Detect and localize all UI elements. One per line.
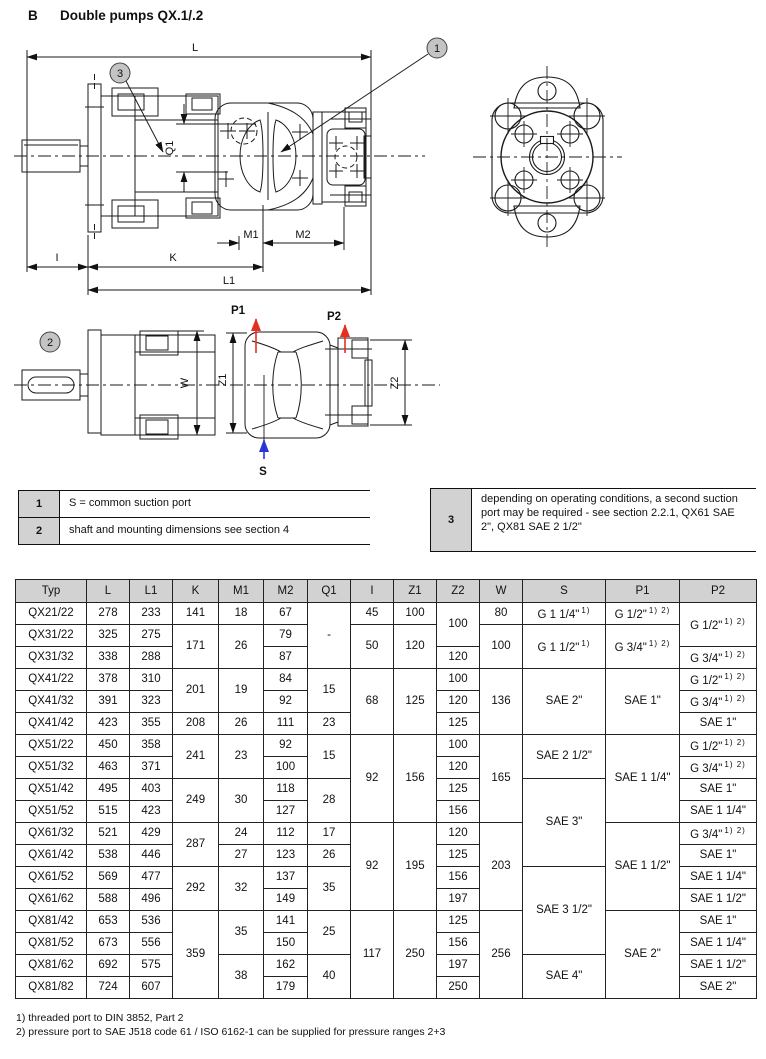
dimension-cell: 197 (437, 889, 480, 911)
dimension-cell: 250 (394, 911, 437, 999)
dimension-cell: 355 (130, 713, 173, 735)
dimension-cell: 15 (308, 735, 351, 779)
mounting-flange (88, 84, 101, 232)
callout-1-number: 1 (433, 43, 441, 55)
dimension-table (15, 579, 757, 999)
dimension-cell: 288 (130, 647, 173, 669)
dimension-cell: 112 (264, 823, 308, 845)
legend-text: shaft and mounting dimensions see section 4 (69, 524, 290, 537)
dim-label-m2: M2 (295, 229, 311, 241)
pump-type-cell: QX61/42 (16, 845, 87, 867)
column-header-m1: M1 (219, 580, 264, 603)
dimension-cell: 100 (437, 603, 480, 647)
flange-body (492, 103, 603, 213)
dimension-cell: 100 (480, 625, 523, 669)
dimension-cell: 179 (264, 977, 308, 999)
pump-type-cell: QX81/82 (16, 977, 87, 999)
dimension-cell: SAE 1" (680, 713, 757, 735)
column-header-p2: P2 (680, 580, 757, 603)
dimension-cell: 125 (437, 779, 480, 801)
dimension-cell: 156 (437, 801, 480, 823)
column-header-k: K (173, 580, 219, 603)
dim-label-m1: M1 (243, 229, 259, 241)
p2-label: P2 (326, 311, 342, 323)
dimension-cell: 278 (87, 603, 130, 625)
dimension-cell: 195 (394, 823, 437, 911)
column-header-l1: L1 (130, 580, 173, 603)
dimension-cell: 575 (130, 955, 173, 977)
footnote-1: 1) threaded port to DIN 3852, Part 2 (16, 1012, 184, 1024)
dimension-cell: 556 (130, 933, 173, 955)
dim-label-l1: L1 (222, 275, 236, 287)
pump-type-cell: QX61/52 (16, 867, 87, 889)
dimension-cell: 429 (130, 823, 173, 845)
table-header-row (16, 580, 757, 603)
pump-type-cell: QX61/32 (16, 823, 87, 845)
dimension-cell: 233 (130, 603, 173, 625)
legend-text: depending on operating conditions, a second suction port may be required - see section 2.2.1, QX61 SAE 2", QX81 SAE 2 1/2" (481, 493, 738, 533)
dimension-cell: SAE 2" (523, 669, 606, 735)
dim-label-l: L (191, 42, 199, 54)
dimension-cell: 241 (173, 735, 219, 779)
dimension-cell: 120 (437, 647, 480, 669)
dimension-cell: 423 (130, 801, 173, 823)
dim-label-k: K (169, 252, 177, 264)
front-view-drawing (473, 66, 622, 248)
pump-type-cell: QX81/42 (16, 911, 87, 933)
dimension-cell: 588 (87, 889, 130, 911)
dimension-cell: 156 (437, 867, 480, 889)
dimension-cell: 92 (351, 735, 394, 823)
pump-type-cell: QX41/32 (16, 691, 87, 713)
dimension-cell: SAE 2 1/2" (523, 735, 606, 779)
dimension-cell: SAE 1" (680, 911, 757, 933)
pump-type-cell: QX31/22 (16, 625, 87, 647)
dimension-cell: 496 (130, 889, 173, 911)
dimension-cell: 92 (351, 823, 394, 911)
dimension-cell: G 3/4" $^{1) 2)}$ (606, 625, 680, 669)
dimension-cell: 495 (87, 779, 130, 801)
dimension-cell: 171 (173, 625, 219, 669)
dimension-cell: 38 (219, 955, 264, 999)
pump-technical-drawing (0, 0, 766, 486)
pump-type-cell: QX21/22 (16, 603, 87, 625)
dimension-cell: 35 (219, 911, 264, 955)
dimension-cell: G 3/4" $^{1) 2)}$ (680, 823, 757, 845)
dimension-cell: 653 (87, 911, 130, 933)
dimension-cell: 125 (437, 911, 480, 933)
pump-type-cell: QX61/62 (16, 889, 87, 911)
dimension-cell: 50 (351, 625, 394, 669)
dimension-cell: 724 (87, 977, 130, 999)
callout-2-number: 2 (46, 337, 54, 349)
dimension-cell: SAE 1 1/4" (606, 735, 680, 823)
dimension-cell: SAE 1 1/4" (680, 933, 757, 955)
pump-type-cell: QX31/32 (16, 647, 87, 669)
dimension-cell: 378 (87, 669, 130, 691)
top-view-drawing (14, 330, 440, 452)
port-bolt-circle-2 (335, 146, 357, 168)
dimension-cell: 165 (480, 735, 523, 823)
dimension-cell: 117 (351, 911, 394, 999)
dimension-cell: 15 (308, 669, 351, 713)
dimension-cell: 120 (437, 823, 480, 845)
s-label: S (259, 466, 267, 478)
side-view-drawing (14, 38, 447, 295)
dimension-cell: 26 (219, 625, 264, 669)
dimension-cell: SAE 3" (523, 779, 606, 867)
table-row (16, 823, 757, 845)
dimension-cell: 391 (87, 691, 130, 713)
dimension-cell: 607 (130, 977, 173, 999)
dimension-cell: 80 (480, 603, 523, 625)
dimension-cell: 338 (87, 647, 130, 669)
dimension-cell: 92 (264, 735, 308, 757)
dimension-cell: 92 (264, 691, 308, 713)
dimension-cell: 87 (264, 647, 308, 669)
dimension-cell: 450 (87, 735, 130, 757)
dimension-cell: G 3/4" $^{1) 2)}$ (680, 647, 757, 669)
dimension-cell: 18 (219, 603, 264, 625)
dimension-cell: 67 (264, 603, 308, 625)
pump-cartridge-2 (322, 112, 366, 202)
column-header-l: L (87, 580, 130, 603)
dimension-cell: 249 (173, 779, 219, 823)
dimension-cell: 141 (173, 603, 219, 625)
legend-number: 1 (18, 491, 60, 517)
dimension-cell: 162 (264, 955, 308, 977)
dimension-cell: SAE 1 1/2" (606, 823, 680, 911)
dimension-cell: 100 (264, 757, 308, 779)
legend-number: 2 (18, 518, 60, 544)
dimension-cell: - (308, 603, 351, 669)
dimension-cell: 371 (130, 757, 173, 779)
dimension-cell: G 1 1/4" $^{1)}$ (523, 603, 606, 625)
dimension-cell: 28 (308, 779, 351, 823)
pump-type-cell: QX51/42 (16, 779, 87, 801)
bolt-cross-marks-2 (329, 136, 364, 178)
dimension-cell: 359 (173, 911, 219, 999)
pump-type-cell: QX51/52 (16, 801, 87, 823)
dimension-cell: 68 (351, 669, 394, 735)
dimension-cell: 118 (264, 779, 308, 801)
dimension-cell: 201 (173, 669, 219, 713)
dimension-cell: G 1/2" $^{1) 2)}$ (606, 603, 680, 625)
dim-label-z2: Z2 (389, 376, 401, 390)
p1-label: P1 (230, 305, 246, 317)
dim-label-z1: Z1 (217, 373, 229, 387)
column-header-z1: Z1 (394, 580, 437, 603)
cartridge-2-top (338, 338, 368, 426)
dimension-cell: 310 (130, 669, 173, 691)
column-header-typ: Typ (16, 580, 87, 603)
dimension-cell: SAE 4" (523, 955, 606, 999)
dimension-cell: 23 (219, 735, 264, 779)
legend-item-2 (18, 517, 370, 545)
table-row (16, 911, 757, 933)
dimension-cell: 208 (173, 713, 219, 735)
pump-type-cell: QX41/42 (16, 713, 87, 735)
column-header-w: W (480, 580, 523, 603)
dimension-cell: G 3/4" $^{1) 2)}$ (680, 757, 757, 779)
dimension-cell: 23 (308, 713, 351, 735)
dimension-cell: 538 (87, 845, 130, 867)
dimension-cell: SAE 2" (606, 911, 680, 999)
dimension-cell: 463 (87, 757, 130, 779)
pump-type-cell: QX81/62 (16, 955, 87, 977)
dimension-cell: SAE 2" (680, 977, 757, 999)
dimension-cell: 27 (219, 845, 264, 867)
dimension-cell: G 3/4" $^{1) 2)}$ (680, 691, 757, 713)
dimension-cell: 127 (264, 801, 308, 823)
legend-right (430, 488, 756, 552)
dimension-cell: SAE 3 1/2" (523, 867, 606, 955)
dimension-cell: SAE 1" (606, 669, 680, 735)
dimension-cell: 323 (130, 691, 173, 713)
table-row (16, 625, 757, 647)
dimension-cell: 673 (87, 933, 130, 955)
dimension-cell: 120 (437, 691, 480, 713)
dimension-cell: 692 (87, 955, 130, 977)
pump-type-cell: QX51/22 (16, 735, 87, 757)
dimension-cell: 100 (437, 735, 480, 757)
pump-type-cell: QX41/22 (16, 669, 87, 691)
dimension-cell: 515 (87, 801, 130, 823)
dimension-cell: 24 (219, 823, 264, 845)
column-header-i: I (351, 580, 394, 603)
dimension-cell: 292 (173, 867, 219, 911)
column-header-m2: M2 (264, 580, 308, 603)
dimension-cell: 137 (264, 867, 308, 889)
dimension-cell: 32 (219, 867, 264, 911)
pump-type-cell: QX81/52 (16, 933, 87, 955)
table-row (16, 735, 757, 757)
dimension-cell: G 1 1/2" $^{1)}$ (523, 625, 606, 669)
dimension-cell: G 1/2" $^{1) 2)}$ (680, 669, 757, 691)
section-letter: B (28, 8, 38, 23)
dimension-cell: 40 (308, 955, 351, 999)
column-header-q1: Q1 (308, 580, 351, 603)
dimension-cell: 569 (87, 867, 130, 889)
dimension-cell: 45 (351, 603, 394, 625)
dimension-cell: 446 (130, 845, 173, 867)
dimension-cell: 136 (480, 669, 523, 735)
dimension-cell: 150 (264, 933, 308, 955)
dimension-cell: 19 (219, 669, 264, 713)
dimension-cell: 287 (173, 823, 219, 867)
legend-item-1 (18, 490, 370, 517)
dimension-cell: 125 (394, 669, 437, 735)
table-row (16, 603, 757, 625)
dim-label-w: W (179, 377, 191, 389)
dimension-cell: 100 (394, 603, 437, 625)
dimension-cell: 100 (437, 669, 480, 691)
dimension-cell: SAE 1 1/2" (680, 955, 757, 977)
dim-label-i: I (55, 252, 59, 264)
legend-number: 3 (430, 489, 472, 551)
dimension-cell: 521 (87, 823, 130, 845)
dimension-cell: 84 (264, 669, 308, 691)
dimension-cell: 250 (437, 977, 480, 999)
dimension-cell: 26 (308, 845, 351, 867)
dimension-cell: 120 (394, 625, 437, 669)
dimension-cell: 203 (480, 823, 523, 911)
dimension-cell: G 1/2" $^{1) 2)}$ (680, 735, 757, 757)
dimension-cell: SAE 1 1/2" (680, 889, 757, 911)
dimension-cell: 477 (130, 867, 173, 889)
dimension-cell: 275 (130, 625, 173, 647)
dimension-cell: 149 (264, 889, 308, 911)
page-title: Double pumps QX.1/.2 (60, 8, 204, 23)
dimension-cell: 25 (308, 911, 351, 955)
dimension-cell: 30 (219, 779, 264, 823)
dimension-cell: 423 (87, 713, 130, 735)
dimension-cell: 156 (437, 933, 480, 955)
column-header-p1: P1 (606, 580, 680, 603)
dimension-cell: 17 (308, 823, 351, 845)
column-header-z2: Z2 (437, 580, 480, 603)
dimension-cell: 79 (264, 625, 308, 647)
dimension-cell: 256 (480, 911, 523, 999)
dimension-cell: 536 (130, 911, 173, 933)
dimension-cell: 197 (437, 955, 480, 977)
dimension-cell: SAE 1 1/4" (680, 801, 757, 823)
dimension-cell: 141 (264, 911, 308, 933)
dimension-cell: 26 (219, 713, 264, 735)
dimension-cell: G 1/2" $^{1) 2)}$ (680, 603, 757, 647)
table-row (16, 669, 757, 691)
dimension-cell: 403 (130, 779, 173, 801)
legend-text: S = common suction port (69, 497, 191, 510)
footnote-2: 2) pressure port to SAE J518 code 61 / ISO 6162-1 can be supplied for pressure ranges 2+3 (16, 1026, 446, 1038)
dimension-cell: SAE 1" (680, 845, 757, 867)
dimension-cell: 358 (130, 735, 173, 757)
column-header-s: S (523, 580, 606, 603)
dimension-cell: 123 (264, 845, 308, 867)
dimension-cell: SAE 1" (680, 779, 757, 801)
dimension-cell: 156 (394, 735, 437, 823)
dimension-cell: 35 (308, 867, 351, 911)
callout-3-number: 3 (116, 68, 124, 80)
dimension-cell: 125 (437, 713, 480, 735)
dimension-cell: 325 (87, 625, 130, 647)
dim-label-q1: Q1 (164, 140, 176, 156)
dimension-cell: SAE 1 1/4" (680, 867, 757, 889)
dimension-cell: 120 (437, 757, 480, 779)
dimension-cell: 125 (437, 845, 480, 867)
dimension-cell: 111 (264, 713, 308, 735)
legend-left (18, 490, 370, 545)
pump-type-cell: QX51/32 (16, 757, 87, 779)
legend-item-3 (430, 488, 756, 552)
